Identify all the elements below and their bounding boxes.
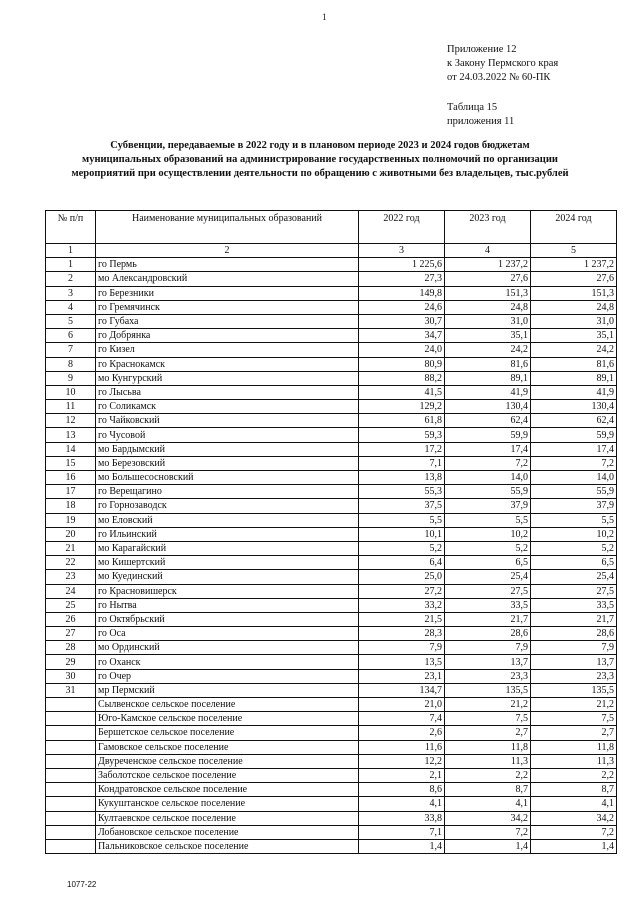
municipality-name-cell: Юго-Камское сельское поселение [96, 712, 359, 726]
municipality-name-cell: го Октябрьский [96, 612, 359, 626]
table-row [46, 797, 617, 811]
municipality-name-cell: го Кизел [96, 343, 359, 357]
value-2023-cell: 27,5 [445, 584, 531, 598]
table-row [46, 414, 617, 428]
value-2023-cell: 135,5 [445, 683, 531, 697]
value-2022-cell: 37,5 [359, 499, 445, 513]
table-row [46, 570, 617, 584]
table-row [46, 357, 617, 371]
row-number-cell: 7 [46, 343, 96, 357]
value-2024-cell: 7,2 [531, 825, 617, 839]
table-row [46, 740, 617, 754]
value-2023-cell: 7,2 [445, 456, 531, 470]
value-2022-cell: 88,2 [359, 371, 445, 385]
municipality-name-cell: мр Пермский [96, 683, 359, 697]
value-2022-cell: 13,8 [359, 471, 445, 485]
municipality-name-cell: го Чусовой [96, 428, 359, 442]
value-2024-cell: 5,2 [531, 541, 617, 555]
table-row [46, 584, 617, 598]
value-2022-cell: 59,3 [359, 428, 445, 442]
row-number-cell [46, 726, 96, 740]
value-2024-cell: 2,7 [531, 726, 617, 740]
municipality-name-cell: го Березники [96, 286, 359, 300]
value-2022-cell: 28,3 [359, 627, 445, 641]
value-2024-cell: 31,0 [531, 314, 617, 328]
value-2022-cell: 5,2 [359, 541, 445, 555]
value-2022-cell: 1 225,6 [359, 258, 445, 272]
row-number-cell: 25 [46, 598, 96, 612]
appendix-line-2: к Закону Пермского края [447, 58, 559, 69]
table-row [46, 286, 617, 300]
municipality-name-cell: го Ильинский [96, 527, 359, 541]
value-2022-cell: 33,8 [359, 811, 445, 825]
municipality-name-cell: мо Куединский [96, 570, 359, 584]
table-row [46, 371, 617, 385]
row-number-cell: 30 [46, 669, 96, 683]
value-2023-cell: 4,1 [445, 797, 531, 811]
value-2022-cell: 5,5 [359, 513, 445, 527]
value-2023-cell: 11,3 [445, 754, 531, 768]
municipality-name-cell: Гамовское сельское поселение [96, 740, 359, 754]
municipality-name-cell: го Чайковский [96, 414, 359, 428]
row-number-cell: 1 [46, 258, 96, 272]
row-number-cell: 10 [46, 385, 96, 399]
value-2022-cell: 23,1 [359, 669, 445, 683]
value-2022-cell: 7,9 [359, 641, 445, 655]
row-number-cell [46, 698, 96, 712]
municipality-name-cell: Лобановское сельское поселение [96, 825, 359, 839]
table-row [46, 612, 617, 626]
municipality-name-cell: мо Кишертский [96, 556, 359, 570]
value-2023-cell: 28,6 [445, 627, 531, 641]
value-2022-cell: 8,6 [359, 783, 445, 797]
value-2024-cell: 41,9 [531, 385, 617, 399]
row-number-cell [46, 768, 96, 782]
value-2023-cell: 59,9 [445, 428, 531, 442]
value-2022-cell: 21,5 [359, 612, 445, 626]
value-2024-cell: 5,5 [531, 513, 617, 527]
appendix-line-1: Приложение 12 [447, 44, 517, 55]
value-2023-cell: 17,4 [445, 442, 531, 456]
value-2024-cell: 135,5 [531, 683, 617, 697]
value-2024-cell: 37,9 [531, 499, 617, 513]
value-2023-cell: 24,8 [445, 300, 531, 314]
value-2023-cell: 21,7 [445, 612, 531, 626]
value-2024-cell: 11,3 [531, 754, 617, 768]
municipality-name-cell: го Оханск [96, 655, 359, 669]
row-number-cell: 4 [46, 300, 96, 314]
municipality-name-cell: го Лысьва [96, 385, 359, 399]
value-2023-cell: 25,4 [445, 570, 531, 584]
row-number-cell: 11 [46, 400, 96, 414]
municipality-name-cell: мо Бардымский [96, 442, 359, 456]
row-number-cell: 23 [46, 570, 96, 584]
value-2024-cell: 130,4 [531, 400, 617, 414]
row-number-cell: 9 [46, 371, 96, 385]
value-2023-cell: 1,4 [445, 839, 531, 853]
table-row [46, 513, 617, 527]
value-2023-cell: 14,0 [445, 471, 531, 485]
table-row [46, 669, 617, 683]
row-number-cell: 21 [46, 541, 96, 555]
table-header-row [46, 211, 617, 244]
table-row [46, 485, 617, 499]
municipality-name-cell: го Красновишерск [96, 584, 359, 598]
value-2022-cell: 13,5 [359, 655, 445, 669]
value-2022-cell: 4,1 [359, 797, 445, 811]
value-2024-cell: 34,2 [531, 811, 617, 825]
value-2023-cell: 24,2 [445, 343, 531, 357]
table-row [46, 456, 617, 470]
value-2023-cell: 89,1 [445, 371, 531, 385]
value-2024-cell: 33,5 [531, 598, 617, 612]
row-number-cell: 2 [46, 272, 96, 286]
value-2023-cell: 31,0 [445, 314, 531, 328]
row-number-cell: 27 [46, 627, 96, 641]
row-number-cell [46, 740, 96, 754]
title-line-1: Субвенции, передаваемые в 2022 году и в плановом периоде 2023 и 2024 годов бюджетам [110, 140, 530, 151]
value-2022-cell: 7,4 [359, 712, 445, 726]
value-2024-cell: 17,4 [531, 442, 617, 456]
municipality-name-cell: Двуреченское сельское поселение [96, 754, 359, 768]
value-2022-cell: 6,4 [359, 556, 445, 570]
table-row [46, 641, 617, 655]
value-2024-cell: 13,7 [531, 655, 617, 669]
table-row [46, 527, 617, 541]
value-2023-cell: 5,5 [445, 513, 531, 527]
table-row [46, 768, 617, 782]
table-row [46, 655, 617, 669]
row-number-cell [46, 783, 96, 797]
value-2024-cell: 89,1 [531, 371, 617, 385]
value-2023-cell: 2,7 [445, 726, 531, 740]
document-code: 1077-22 [67, 880, 97, 889]
row-number-cell: 22 [46, 556, 96, 570]
row-number-cell [46, 825, 96, 839]
value-2022-cell: 7,1 [359, 825, 445, 839]
municipality-name-cell: го Губаха [96, 314, 359, 328]
value-2024-cell: 62,4 [531, 414, 617, 428]
municipality-name-cell: го Оса [96, 627, 359, 641]
index-cell: 5 [531, 244, 617, 258]
table-row [46, 499, 617, 513]
value-2023-cell: 37,9 [445, 499, 531, 513]
value-2023-cell: 7,2 [445, 825, 531, 839]
municipality-name-cell: мо Александровский [96, 272, 359, 286]
row-number-cell [46, 839, 96, 853]
municipality-name-cell: Кондратовское сельское поселение [96, 783, 359, 797]
row-number-cell: 18 [46, 499, 96, 513]
value-2022-cell: 34,7 [359, 329, 445, 343]
value-2023-cell: 2,2 [445, 768, 531, 782]
table-row [46, 839, 617, 853]
value-2022-cell: 10,1 [359, 527, 445, 541]
value-2024-cell: 14,0 [531, 471, 617, 485]
municipality-name-cell: го Пермь [96, 258, 359, 272]
table-index-row [46, 244, 617, 258]
municipality-name-cell: мо Большесосновский [96, 471, 359, 485]
table-row [46, 400, 617, 414]
table-row [46, 811, 617, 825]
value-2023-cell: 130,4 [445, 400, 531, 414]
table-row [46, 385, 617, 399]
table-row [46, 258, 617, 272]
value-2024-cell: 10,2 [531, 527, 617, 541]
table-row [46, 598, 617, 612]
municipality-name-cell: Заболотское сельское поселение [96, 768, 359, 782]
value-2023-cell: 21,2 [445, 698, 531, 712]
municipality-name-cell: мо Березовский [96, 456, 359, 470]
value-2022-cell: 2,6 [359, 726, 445, 740]
header-2024: 2024 год [531, 211, 617, 244]
municipality-name-cell: го Добрянка [96, 329, 359, 343]
row-number-cell: 20 [46, 527, 96, 541]
header-name: Наименование муниципальных образований [96, 211, 359, 244]
municipality-name-cell: го Очер [96, 669, 359, 683]
table-row [46, 825, 617, 839]
value-2023-cell: 27,6 [445, 272, 531, 286]
value-2022-cell: 11,6 [359, 740, 445, 754]
value-2022-cell: 1,4 [359, 839, 445, 853]
value-2022-cell: 30,7 [359, 314, 445, 328]
value-2023-cell: 11,8 [445, 740, 531, 754]
row-number-cell: 5 [46, 314, 96, 328]
municipality-name-cell: мо Кунгурский [96, 371, 359, 385]
appendix-reference [447, 43, 558, 85]
row-number-cell: 17 [46, 485, 96, 499]
value-2022-cell: 27,3 [359, 272, 445, 286]
value-2022-cell: 24,6 [359, 300, 445, 314]
value-2024-cell: 27,6 [531, 272, 617, 286]
table-row [46, 300, 617, 314]
table-row [46, 343, 617, 357]
value-2024-cell: 1,4 [531, 839, 617, 853]
row-number-cell: 13 [46, 428, 96, 442]
index-cell: 2 [96, 244, 359, 258]
row-number-cell: 14 [46, 442, 96, 456]
municipality-name-cell: го Краснокамск [96, 357, 359, 371]
page-number: 1 [322, 12, 327, 22]
value-2024-cell: 7,9 [531, 641, 617, 655]
value-2024-cell: 11,8 [531, 740, 617, 754]
value-2022-cell: 21,0 [359, 698, 445, 712]
municipality-name-cell: Култаевское сельское поселение [96, 811, 359, 825]
value-2023-cell: 55,9 [445, 485, 531, 499]
table-reference-line-1: Таблица 15 [447, 102, 498, 113]
municipality-name-cell: мо Ординский [96, 641, 359, 655]
municipality-name-cell: го Гремячинск [96, 300, 359, 314]
value-2024-cell: 35,1 [531, 329, 617, 343]
value-2023-cell: 35,1 [445, 329, 531, 343]
table-body [46, 258, 617, 854]
value-2024-cell: 8,7 [531, 783, 617, 797]
row-number-cell: 28 [46, 641, 96, 655]
municipality-name-cell: Кукуштанское сельское поселение [96, 797, 359, 811]
value-2024-cell: 21,2 [531, 698, 617, 712]
value-2022-cell: 17,2 [359, 442, 445, 456]
row-number-cell: 26 [46, 612, 96, 626]
table-row [46, 541, 617, 555]
municipality-name-cell: го Соликамск [96, 400, 359, 414]
value-2024-cell: 59,9 [531, 428, 617, 442]
value-2024-cell: 4,1 [531, 797, 617, 811]
value-2022-cell: 55,3 [359, 485, 445, 499]
value-2024-cell: 6,5 [531, 556, 617, 570]
value-2024-cell: 1 237,2 [531, 258, 617, 272]
value-2022-cell: 61,8 [359, 414, 445, 428]
value-2023-cell: 7,9 [445, 641, 531, 655]
table-row [46, 783, 617, 797]
value-2022-cell: 12,2 [359, 754, 445, 768]
row-number-cell [46, 797, 96, 811]
document-title [20, 139, 620, 181]
value-2023-cell: 13,7 [445, 655, 531, 669]
row-number-cell: 29 [46, 655, 96, 669]
value-2024-cell: 23,3 [531, 669, 617, 683]
value-2024-cell: 2,2 [531, 768, 617, 782]
row-number-cell: 19 [46, 513, 96, 527]
row-number-cell: 16 [46, 471, 96, 485]
municipality-name-cell: го Горнозаводск [96, 499, 359, 513]
municipality-name-cell: мо Карагайский [96, 541, 359, 555]
index-cell: 4 [445, 244, 531, 258]
table-row [46, 698, 617, 712]
table-row [46, 329, 617, 343]
value-2022-cell: 33,2 [359, 598, 445, 612]
value-2022-cell: 129,2 [359, 400, 445, 414]
value-2023-cell: 34,2 [445, 811, 531, 825]
value-2023-cell: 1 237,2 [445, 258, 531, 272]
value-2024-cell: 21,7 [531, 612, 617, 626]
value-2024-cell: 25,4 [531, 570, 617, 584]
table-row [46, 442, 617, 456]
value-2023-cell: 10,2 [445, 527, 531, 541]
value-2022-cell: 80,9 [359, 357, 445, 371]
row-number-cell: 15 [46, 456, 96, 470]
value-2023-cell: 6,5 [445, 556, 531, 570]
header-2023: 2023 год [445, 211, 531, 244]
table-row [46, 556, 617, 570]
value-2022-cell: 27,2 [359, 584, 445, 598]
value-2023-cell: 151,3 [445, 286, 531, 300]
table-row [46, 314, 617, 328]
table-row [46, 726, 617, 740]
municipality-name-cell: го Нытва [96, 598, 359, 612]
row-number-cell [46, 754, 96, 768]
table-reference [447, 101, 514, 129]
row-number-cell: 31 [46, 683, 96, 697]
table-row [46, 754, 617, 768]
value-2023-cell: 62,4 [445, 414, 531, 428]
value-2024-cell: 27,5 [531, 584, 617, 598]
municipality-name-cell: Пальниковское сельское поселение [96, 839, 359, 853]
value-2022-cell: 134,7 [359, 683, 445, 697]
appendix-line-3: от 24.03.2022 № 60-ПК [447, 72, 551, 83]
value-2022-cell: 7,1 [359, 456, 445, 470]
value-2022-cell: 41,5 [359, 385, 445, 399]
value-2023-cell: 81,6 [445, 357, 531, 371]
value-2024-cell: 24,8 [531, 300, 617, 314]
row-number-cell: 24 [46, 584, 96, 598]
table-row [46, 627, 617, 641]
value-2023-cell: 5,2 [445, 541, 531, 555]
municipality-name-cell: Бершетское сельское поселение [96, 726, 359, 740]
row-number-cell: 3 [46, 286, 96, 300]
value-2024-cell: 81,6 [531, 357, 617, 371]
table-row [46, 712, 617, 726]
value-2022-cell: 149,8 [359, 286, 445, 300]
value-2022-cell: 24,0 [359, 343, 445, 357]
row-number-cell [46, 712, 96, 726]
value-2023-cell: 7,5 [445, 712, 531, 726]
value-2024-cell: 7,5 [531, 712, 617, 726]
value-2024-cell: 24,2 [531, 343, 617, 357]
title-line-3: мероприятий при осуществлении деятельности по обращению с животными без владельцев, тыс.рублей [71, 168, 569, 179]
municipality-name-cell: го Верещагино [96, 485, 359, 499]
value-2024-cell: 55,9 [531, 485, 617, 499]
row-number-cell: 8 [46, 357, 96, 371]
subventions-table [45, 210, 617, 854]
table-reference-line-2: приложения 11 [447, 116, 515, 127]
header-number: № п/п [46, 211, 96, 244]
table-row [46, 272, 617, 286]
municipality-name-cell: мо Еловский [96, 513, 359, 527]
table-row [46, 471, 617, 485]
municipality-name-cell: Сылвенское сельское поселение [96, 698, 359, 712]
value-2023-cell: 33,5 [445, 598, 531, 612]
value-2023-cell: 41,9 [445, 385, 531, 399]
table-row [46, 683, 617, 697]
title-line-2: муниципальных образований на администрирование государственных полномочий по организации [82, 154, 558, 165]
row-number-cell: 6 [46, 329, 96, 343]
index-cell: 1 [46, 244, 96, 258]
row-number-cell [46, 811, 96, 825]
index-cell: 3 [359, 244, 445, 258]
value-2024-cell: 7,2 [531, 456, 617, 470]
value-2022-cell: 25,0 [359, 570, 445, 584]
value-2023-cell: 8,7 [445, 783, 531, 797]
table-row [46, 428, 617, 442]
value-2024-cell: 151,3 [531, 286, 617, 300]
value-2023-cell: 23,3 [445, 669, 531, 683]
header-2022: 2022 год [359, 211, 445, 244]
value-2024-cell: 28,6 [531, 627, 617, 641]
row-number-cell: 12 [46, 414, 96, 428]
value-2022-cell: 2,1 [359, 768, 445, 782]
